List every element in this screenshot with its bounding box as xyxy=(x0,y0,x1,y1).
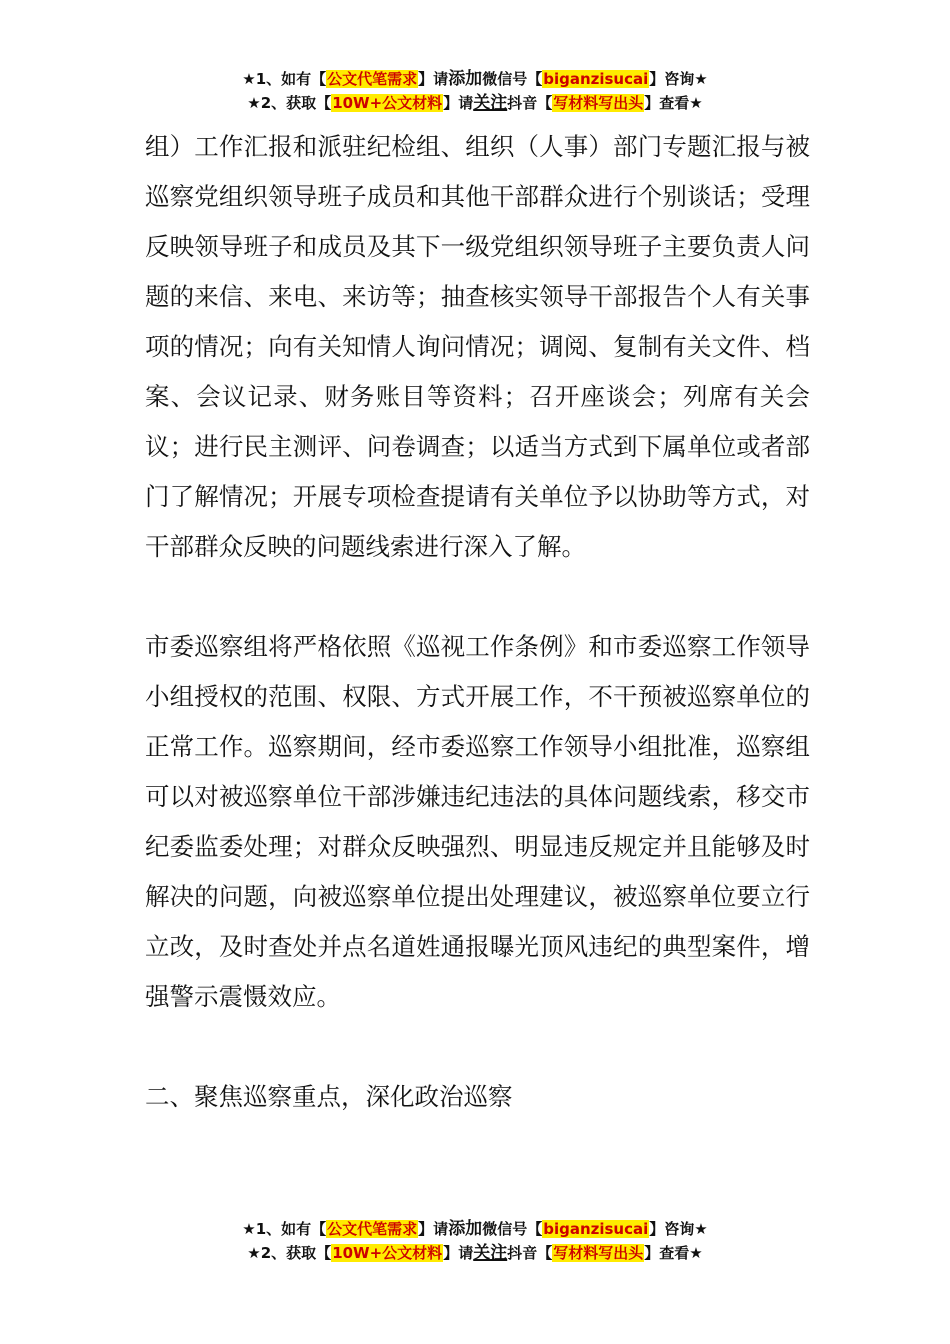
banner-douyin-id: 写材料写出头 xyxy=(553,94,644,112)
banner-highlight: 10W+公文材料 xyxy=(332,1244,443,1262)
banner-line-2 xyxy=(0,1242,950,1266)
banner-text: 】请 xyxy=(443,1244,474,1262)
paragraph-spacer xyxy=(145,572,810,622)
banner-douyin-id: 写材料写出头 xyxy=(553,1244,644,1262)
banner-text: 】请 xyxy=(418,70,449,88)
banner-line-1 xyxy=(0,1218,950,1242)
paragraph-spacer xyxy=(145,1022,810,1072)
banner-emphasis: 关注 xyxy=(473,93,508,113)
banner-text: ★2、获取【 xyxy=(247,94,332,112)
banner-text: 抖音【 xyxy=(507,94,553,112)
banner-text: 】查看★ xyxy=(644,1244,703,1262)
banner-text: 】咨询★ xyxy=(649,1220,708,1238)
banner-emphasis: 添加 xyxy=(448,1219,483,1239)
banner-highlight: 10W+公文材料 xyxy=(332,94,443,112)
banner-highlight: 公文代笔需求 xyxy=(327,70,418,88)
banner-emphasis: 添加 xyxy=(448,69,483,89)
section-heading: 二、聚焦巡察重点，深化政治巡察 xyxy=(145,1082,513,1111)
header-banner xyxy=(0,68,950,116)
banner-text: 】请 xyxy=(418,1220,449,1238)
banner-text: 】咨询★ xyxy=(649,70,708,88)
banner-text: 微信号【 xyxy=(482,70,543,88)
banner-text: ★2、获取【 xyxy=(247,1244,332,1262)
banner-text: ★1、如有【 xyxy=(242,1220,327,1238)
banner-text: 抖音【 xyxy=(507,1244,553,1262)
banner-text: 】查看★ xyxy=(644,94,703,112)
banner-emphasis: 关注 xyxy=(473,1243,508,1263)
banner-line-2 xyxy=(0,92,950,116)
banner-wechat-id: biganzisucai xyxy=(543,1220,649,1238)
banner-wechat-id: biganzisucai xyxy=(543,70,649,88)
paragraph-2: 市委巡察组将严格依照《巡视工作条例》和市委巡察工作领导小组授权的范围、权限、方式开展工作，不干预被巡察单位的正常工作。巡察期间，经市委巡察工作领导小组批准，巡察组可以对被巡察单位干部涉嫌违纪违法的具体问题线索，移交市纪委监委处理；对群众反映强烈、明显违反规定并且能够及时解决的问题，向被巡察单位提出处理建议，被巡察单位要立行立改，及时查处并点名道姓通报曝光顶风违纪的典型案件，增强警示震慑效应。 xyxy=(145,632,810,1011)
banner-text: 】请 xyxy=(443,94,474,112)
paragraph-1: 组）工作汇报和派驻纪检组、组织（人事）部门专题汇报与被巡察党组织领导班子成员和其他干部群众进行个别谈话；受理反映领导班子和成员及其下一级党组织领导班子主要负责人问题的来信、来电、来访等；抽查核实领导干部报告个人有关事项的情况；向有关知情人询问情况；调阅、复制有关文件、档案、会议记录、财务账目等资料；召开座谈会；列席有关会议；进行民主测评、问卷调查；以适当方式到下属单位或者部门了解情况；开展专项检查提请有关单位予以协助等方式，对干部群众反映的问题线索进行深入了解。 xyxy=(145,132,810,561)
banner-highlight: 公文代笔需求 xyxy=(327,1220,418,1238)
banner-line-1 xyxy=(0,68,950,92)
document-body xyxy=(145,122,810,1122)
banner-text: 微信号【 xyxy=(482,1220,543,1238)
footer-banner xyxy=(0,1218,950,1266)
banner-text: ★1、如有【 xyxy=(242,70,327,88)
